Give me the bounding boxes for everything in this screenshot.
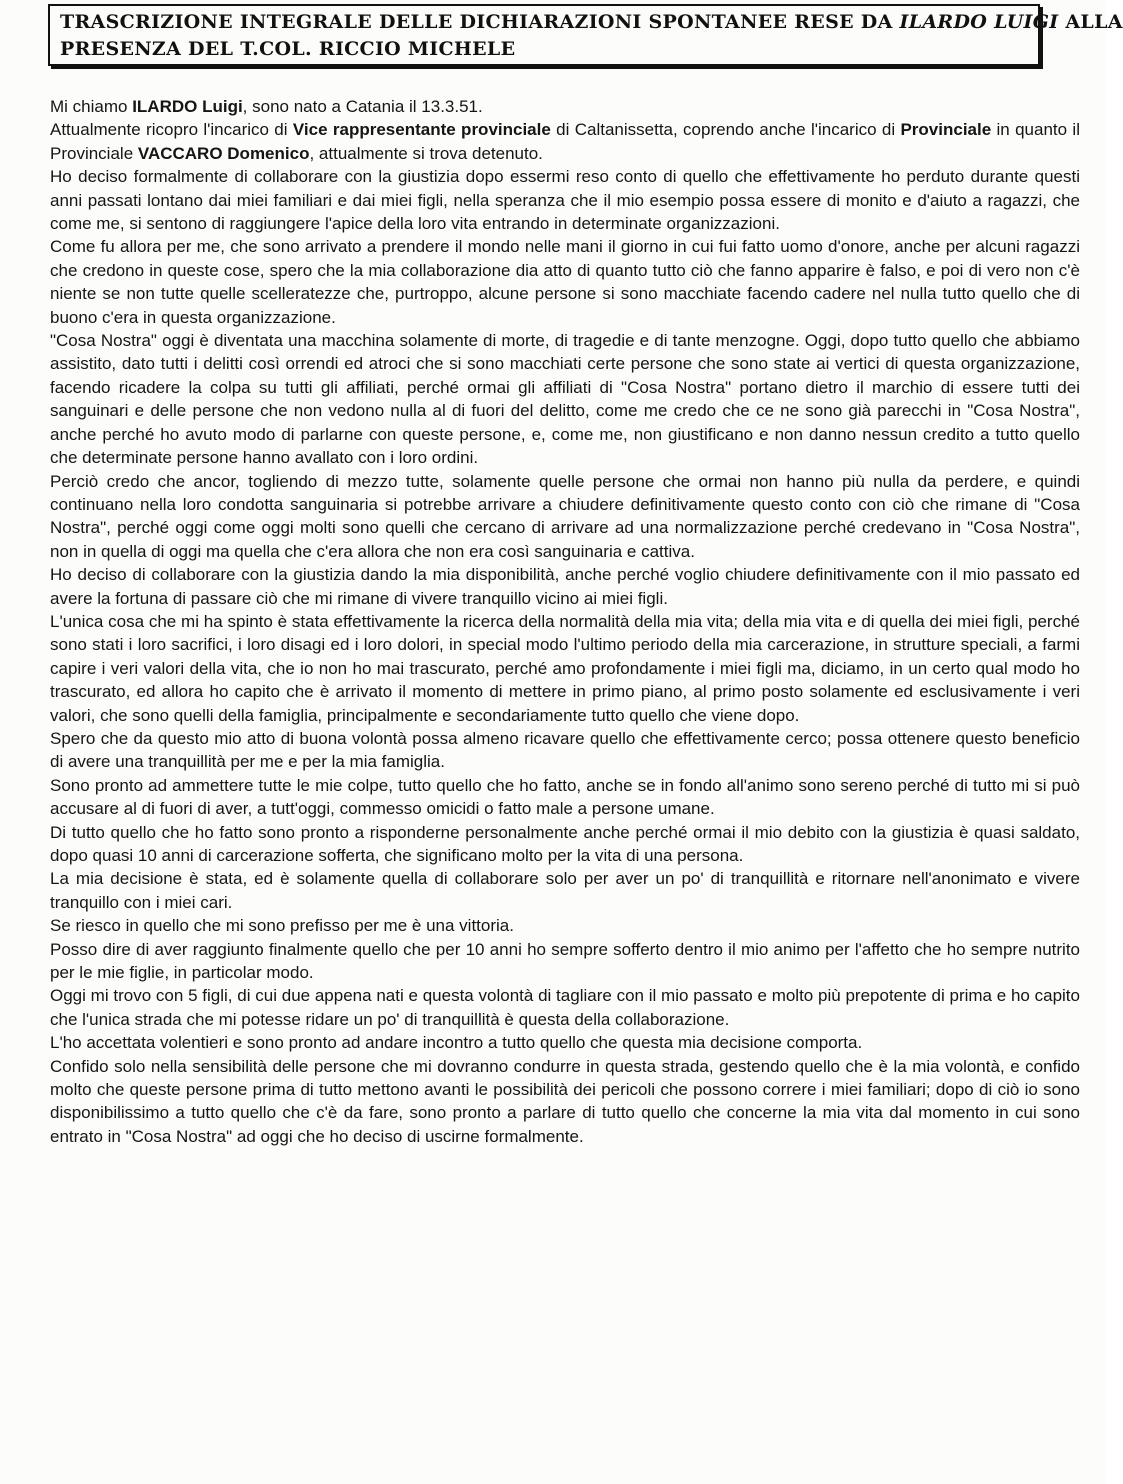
paragraph-14: Posso dire di aver raggiunto finalmente quello che per 10 anni ho sempre sofferto dentro il mio animo per l'affetto che ho sempre nutrito per le mie figlie, in particolar modo.	[50, 939, 1080, 983]
paragraph-2	[50, 118, 1080, 165]
paragraph-2-text-end: , attualmente si trova detenuto.	[309, 143, 543, 163]
title-prefix: TRASCRIZIONE INTEGRALE DELLE DICHIARAZIONI SPONTANEE RESE DA	[60, 11, 900, 33]
paragraph-2-text-mid: di Caltanissetta, coprendo anche l'incarico di	[550, 120, 901, 140]
role-title: Vice rappresentante provinciale	[292, 120, 551, 140]
paragraph-3: Ho deciso formalmente di collaborare con la giustizia dopo essermi reso conto di quello che effettivamente ho perduto durante questi anni passati lontano dai miei familiari e dai miei figli, nella speranza che il mio esempio possa essere di monito e d'aiuto a ragazzi, che come me, si sentono di raggiungere l'apice della loro vita entrando in determinate organizzazioni.	[50, 167, 1080, 234]
paragraph-2-text-mid2: in quanto il Provinciale	[50, 120, 1080, 163]
title-line-1	[60, 9, 1123, 36]
paragraph-11: Di tutto quello che ho fatto sono pronto a risponderne personalmente anche perché ormai il mio debito con la giustizia è quasi saldato, dopo quasi 10 anni di carcerazione sofferta, che significano molto per la vita di una persona.	[50, 822, 1080, 865]
title-line-2: PRESENZA DEL T.COL. RICCIO MICHELE	[60, 38, 516, 60]
paragraph-2-text: Attualmente ricopro l'incarico di	[50, 120, 293, 140]
title-name: ILARDO LUIGI	[899, 11, 1059, 33]
paragraph-12: La mia decisione è stata, ed è solamente quella di collaborare solo per aver un po' di tranquillità e ritornare nell'anonimato e vivere tranquillo con i miei cari.	[50, 869, 1080, 912]
paragraph-4: Come fu allora per me, che sono arrivato a prendere il mondo nelle mani il giorno in cui fui fatto uomo d'onore, anche per alcuni ragazzi che credono in queste cose, spero che la mia collaborazione dia atto di quanto tutto ciò che fanno apparire è falso, e poi di vero non c'è niente se non tutte quelle scelleratezze che, purtroppo, alcune persone si sono macchiate facendo cadere nel nulla tutto quello che di buono c'era in questa organizzazione.	[50, 237, 1080, 327]
paragraph-1-text-end: , sono nato a Catania il 13.3.51.	[242, 97, 483, 116]
paragraph-16: L'ho accettata volentieri e sono pronto ad andare incontro a tutto quello che questa mia decisione comporta.	[50, 1033, 863, 1053]
paragraph-1-text: Mi chiamo	[50, 97, 133, 116]
title-suffix: ALLA	[1058, 11, 1123, 33]
paragraph-1	[50, 95, 1080, 118]
paragraph-15: Oggi mi trovo con 5 figli, di cui due appena nati e questa volontà di tagliare con il mio passato e molto più prepotente di prima e ho capito che l'unica strada che mi potesse ridare un po' di tranquillità è questa della collaborazione.	[50, 986, 1080, 1029]
paragraph-10: Sono pronto ad ammettere tutte le mie colpe, tutto quello che ho fatto, anche se in fondo all'animo sono sereno perché di tutto mi si può accusare al di fuori di aver, a tutt'oggi, commesso omicidi o fatto male a persone umane.	[50, 775, 1080, 819]
paragraph-17: Confido solo nella sensibilità delle persone che mi dovranno condurre in questa strada, gestendo quello che è la mia volontà, e confido molto che queste persone prima di tutto mettono avanti le possibilità dei pericoli che possono correre i miei familiari; dopo di ciò io sono disponibilissimo a tutto quello che c'è da fare, sono pronto a parlare di tutto quello che concerne la mia vita dal momento in cui sono entrato in "Cosa Nostra" ad oggi che ho deciso di uscirne formalmente.	[50, 1056, 1080, 1146]
document-title-box	[48, 4, 1123, 66]
paragraph-7: Ho deciso di collaborare con la giustizia dando la mia disponibilità, anche perché voglio chiudere definitivamente con il mio passato ed avere la fortuna di passare ciò che mi rimane di vivere tranquillo vicino ai miei figli.	[50, 565, 1080, 608]
statement-body	[50, 95, 1080, 1148]
declarant-name: ILARDO Luigi	[132, 97, 243, 116]
paragraph-13: Se riesco in quello che mi sono prefisso per me è una vittoria.	[50, 916, 514, 936]
provincial-name: VACCARO Domenico	[137, 143, 310, 163]
paragraph-8: L'unica cosa che mi ha spinto è stata effettivamente la ricerca della normalità della mia vita; della mia vita e di quella dei miei figli, perché sono stati i loro sacrifici, i loro disagi ed i loro dolori, in special modo l'ultimo periodo della mia carcerazione, in strutture speciali, a farmi capire i veri valori della vita, che io non ho mai trascurato, perché amo profondamente i miei figli ma, diciamo, in un certo qual modo ho trascurato, ed allora ho capito che è arrivato il momento di mettere in primo piano, al primo posto solamente ed esclusivamente i veri valori, che sono quelli della famiglia, principalmente e secondariamente tutto quello che viene dopo.	[50, 611, 1080, 725]
paragraph-5: "Cosa Nostra" oggi è diventata una macchina solamente di morte, di tragedie e di tante menzogne. Oggi, dopo tutto quello che abbiamo assistito, dato tutti i delitti così orrendi ed atroci che si sono macchiati certe persone che sono state ai vertici di questa organizzazione, facendo ricadere la colpa su tutti gli affiliati, perché ormai gli affiliati di "Cosa Nostra" portano dietro il marchio di essere tutti dei sanguinari e delle persone che non vedono nulla al di fuori del delitto, come me credo che ce ne sono già parecchi in "Cosa Nostra", anche perché ho avuto modo di parlarne con queste persone, e, come me, non giustificano e non danno nessun credito a tutto quello che determinate persone hanno avallato con i loro ordini.	[50, 331, 1080, 468]
paragraph-6: Perciò credo che ancor, togliendo di mezzo tutte, solamente quelle persone che ormai non hanno più nulla da perdere, e quindi continuano nella loro condotta sanguinaria si potrebbe arrivare a chiudere definitivamente questo conto con ciò che rimane di "Cosa Nostra", perché oggi come oggi molti sono quelli che cercano di arrivare ad una normalizzazione perché credevano in "Cosa Nostra", non in quella di oggi ma quella che c'era allora che non era così sanguinaria e cattiva.	[50, 471, 1080, 561]
role-provincial: Provinciale	[900, 120, 992, 140]
paragraph-9: Spero che da questo mio atto di buona volontà possa almeno ricavare quello che effettivamente cerco; possa ottenere questo beneficio di avere una tranquillità per me e per la mia famiglia.	[50, 728, 1080, 772]
